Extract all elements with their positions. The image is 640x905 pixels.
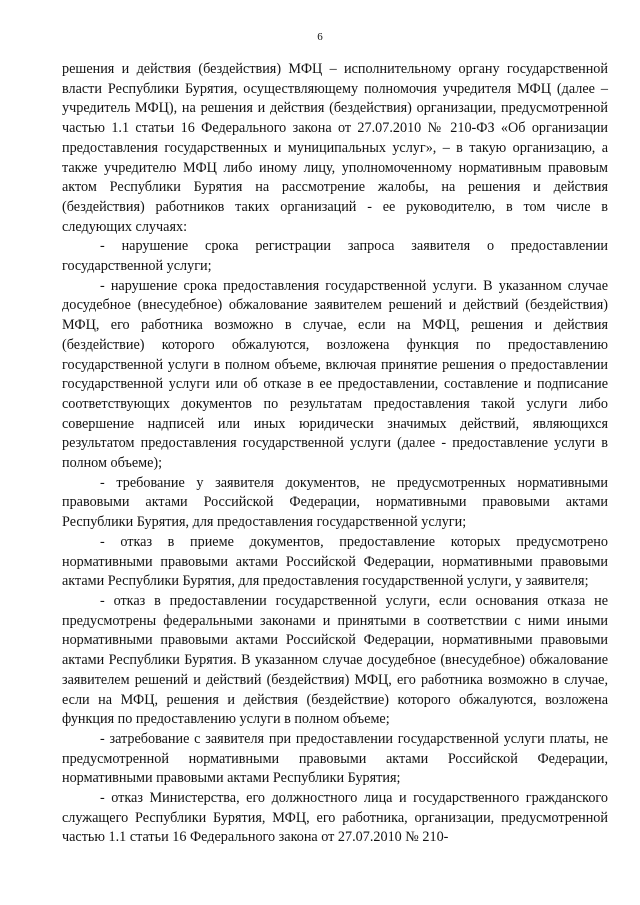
paragraph-list-item: - отказ в приеме документов, предоставление которых предусмотрено нормативными правовыми актами Российской Федерации, нормативными правовыми актами Республики Бурятия, для предоставления государственной услуги, у заявителя;: [62, 533, 608, 590]
paragraph-list-item: - нарушение срока предоставления государственной услуги. В указанном случае досудебное (внесудебное) обжалование заявителем решений и действий (бездействия) МФЦ, его работника возможно в случае, если на МФЦ, решения и действия (бездействие) которого обжалуются, возложена функция по предоставлению государственной услуги в полном объеме, включая принятие решения о предоставлении государственной услуги или об отказе в ее предоставлении, составление и подписание соответствующих документов по результатам предоставления такой услуги либо совершение надписей или иных юридически значимых действий, являющихся результатом предоставления государственной услуги (далее - предоставление услуги в полном объеме);: [62, 277, 608, 472]
paragraph-list-item: - отказ Министерства, его должностного лица и государственного гражданского служащего Республики Бурятия, МФЦ, его работника, организации, предусмотренной частью 1.1 статьи 16 Федерального закона от 27.07.2010 № 210-: [62, 790, 608, 846]
paragraph-list-item: - требование у заявителя документов, не предусмотренных нормативными правовыми актами Российской Федерации, нормативными правовыми актами Республики Бурятия, для предоставления государственной услуги;: [62, 474, 608, 531]
document-body: [62, 60, 608, 848]
paragraph-intro: решения и действия (бездействия) МФЦ – исполнительному органу государственной власти Республики Бурятия, осуществляющему полномочия учредителя МФЦ (далее – учредитель МФЦ), на решения и действия (бездействия) организации, предусмотренной частью 1.1 статьи 16 Федерального закона от 27.07.2010 № 210-ФЗ «Об организации предоставления государственных и муниципальных услуг», – в такую организацию, а также учредителю МФЦ либо иному лицу, уполномоченному нормативным правовым актом Республики Бурятия на рассмотрение жалобы, на решения и действия (бездействия) работников таких организаций - ее руководителю, в том числе в следующих случаях:: [62, 61, 608, 235]
page-number: 6: [317, 31, 323, 43]
paragraph-list-item: - затребование с заявителя при предоставлении государственной услуги платы, не предусмотренной нормативными правовыми актами Российской Федерации, нормативными правовыми актами Республики Бурятия;: [62, 730, 608, 787]
paragraph-list-item: - нарушение срока регистрации запроса заявителя о предоставлении государственной услуги;: [62, 238, 608, 275]
paragraph-list-item: - отказ в предоставлении государственной услуги, если основания отказа не предусмотрены федеральными законами и принятыми в соответствии с ними иными нормативными правовыми актами Российской Федерации, нормативными правовыми актами Республики Бурятия. В указанном случае досудебное (внесудебное) обжалование заявителем решений и действий (бездействия) МФЦ, его работника возможно в случае, если на МФЦ, решения и действия (бездействие) которого обжалуются, возложена функция по предоставлению услуги в полном объеме;: [62, 592, 608, 728]
